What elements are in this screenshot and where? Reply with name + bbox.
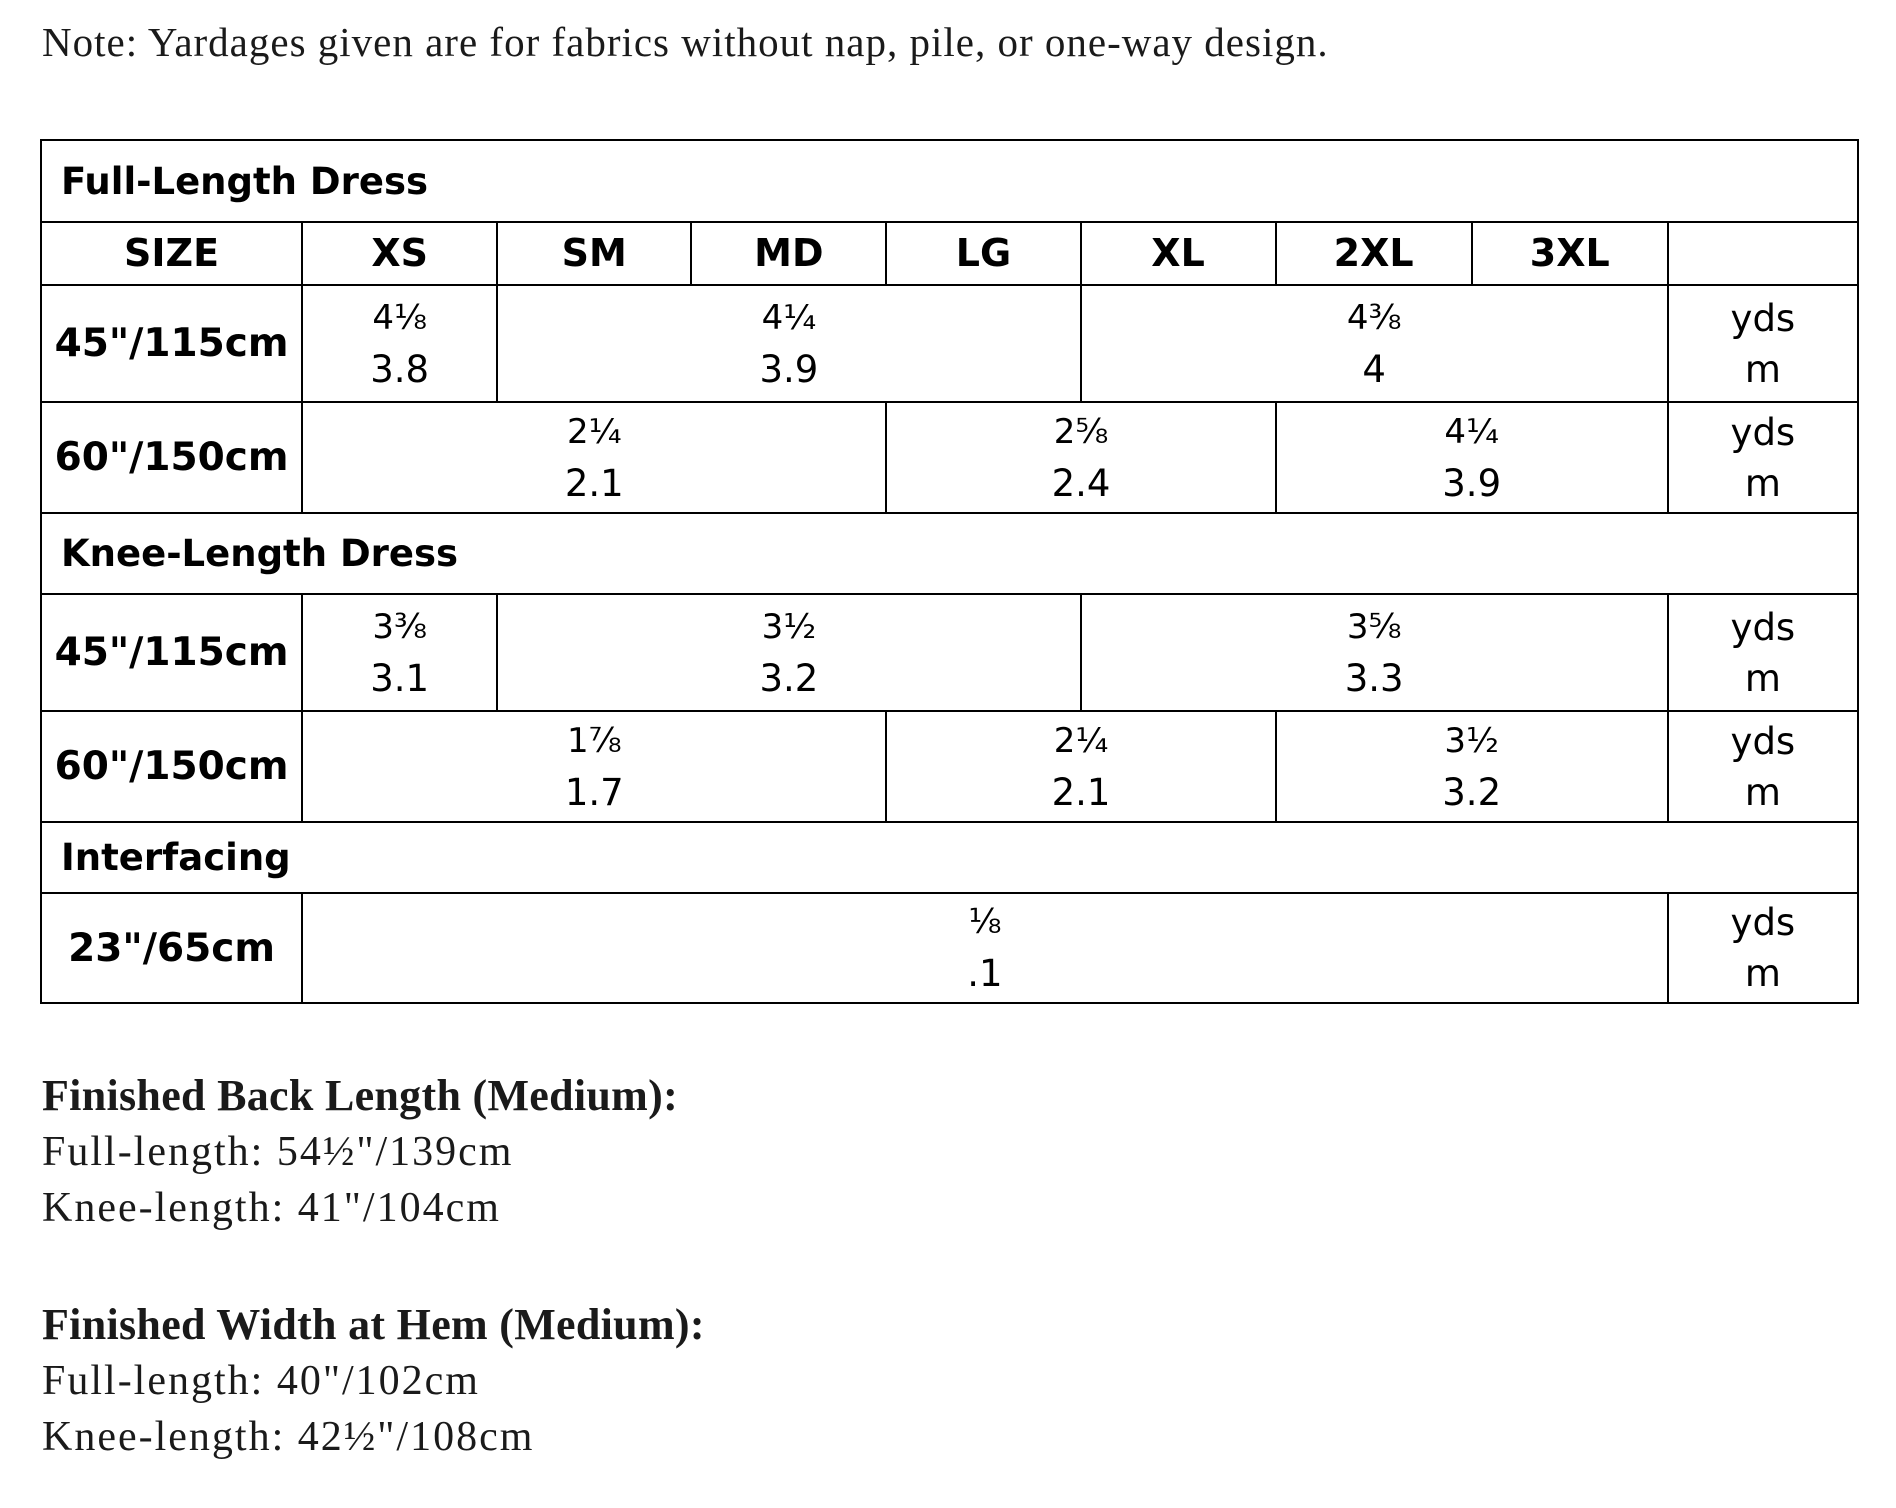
hem-width-heading: Finished Width at Hem (Medium):	[42, 1300, 705, 1349]
finished-back-length	[42, 1068, 678, 1236]
fabric-width-label: 60"/150cm	[41, 711, 302, 822]
yardage-cell: 3⅜ 3.1	[302, 594, 497, 711]
section-interfacing: Interfacing	[41, 822, 1858, 893]
table-row	[41, 893, 1858, 1003]
yardage-cell: 4⅜ 4	[1081, 285, 1668, 402]
hem-width-knee: Knee-length: 42½"/108cm	[42, 1414, 535, 1460]
yardage-cell: 4⅛ 3.8	[302, 285, 497, 402]
yardage-cell: 2¼ 2.1	[886, 711, 1275, 822]
size-header-row	[41, 222, 1858, 285]
size-xs: XS	[302, 222, 497, 285]
fabric-note: Note: Yardages given are for fabrics without nap, pile, or one-way design.	[42, 19, 1329, 65]
size-3xl: 3XL	[1472, 222, 1668, 285]
yardage-table	[40, 139, 1859, 1004]
yardage-cell: 3⅝ 3.3	[1081, 594, 1668, 711]
hem-width-full: Full-length: 40"/102cm	[42, 1358, 480, 1404]
yardage-cell: 4¼ 3.9	[497, 285, 1080, 402]
unit-cell: yds m	[1668, 594, 1858, 711]
unit-cell: yds m	[1668, 402, 1858, 513]
unit-cell: yds m	[1668, 711, 1858, 822]
yardage-cell: 3½ 3.2	[497, 594, 1080, 711]
yardage-cell: 2¼ 2.1	[302, 402, 886, 513]
fabric-width-label: 23"/65cm	[41, 893, 302, 1003]
back-length-heading: Finished Back Length (Medium):	[42, 1071, 679, 1120]
table-row	[41, 711, 1858, 822]
table-row	[41, 594, 1858, 711]
table-row	[41, 285, 1858, 402]
yardage-cell: ⅛ .1	[302, 893, 1668, 1003]
yardage-cell: 4¼ 3.9	[1276, 402, 1668, 513]
yardage-cell: 2⅝ 2.4	[886, 402, 1275, 513]
table-row	[41, 402, 1858, 513]
size-lg: LG	[886, 222, 1080, 285]
size-header: SIZE	[41, 222, 302, 285]
unit-header	[1668, 222, 1858, 285]
section-knee-length: Knee-Length Dress	[41, 513, 1858, 594]
back-length-knee: Knee-length: 41"/104cm	[42, 1185, 501, 1231]
size-sm: SM	[497, 222, 691, 285]
back-length-full: Full-length: 54½"/139cm	[42, 1129, 514, 1175]
size-md: MD	[691, 222, 886, 285]
fabric-width-label: 45"/115cm	[41, 594, 302, 711]
unit-cell: yds m	[1668, 893, 1858, 1003]
yardage-cell: 1⅞ 1.7	[302, 711, 886, 822]
unit-cell: yds m	[1668, 285, 1858, 402]
yardage-cell: 3½ 3.2	[1276, 711, 1668, 822]
fabric-width-label: 60"/150cm	[41, 402, 302, 513]
size-2xl: 2XL	[1276, 222, 1472, 285]
finished-hem-width	[42, 1297, 705, 1465]
section-full-length: Full-Length Dress	[41, 140, 1858, 222]
size-xl: XL	[1081, 222, 1276, 285]
fabric-width-label: 45"/115cm	[41, 285, 302, 402]
